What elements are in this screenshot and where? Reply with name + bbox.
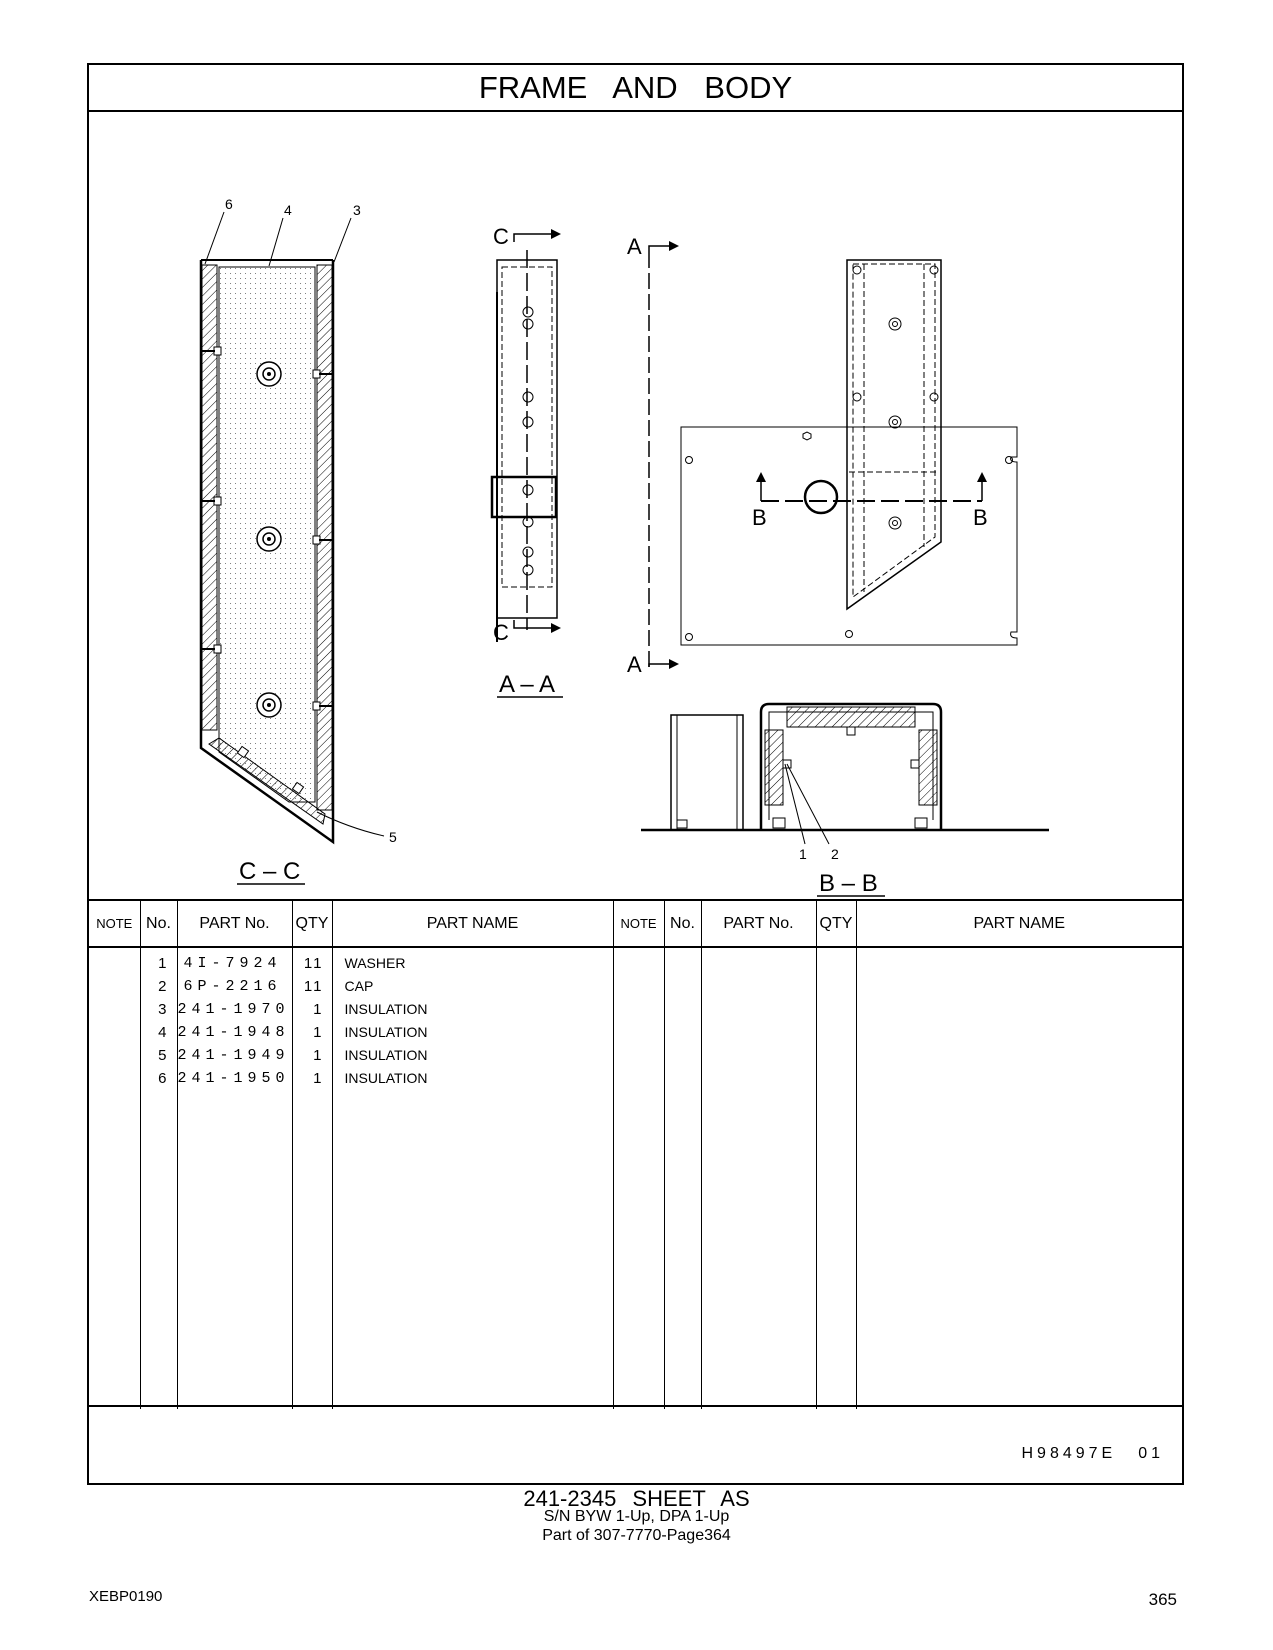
table-cell-part-name: INSULATION xyxy=(344,1047,428,1063)
table-cell-part-no: 241-1950 xyxy=(177,1070,290,1087)
note-column xyxy=(613,947,664,1409)
column-header: PART No. xyxy=(701,900,816,947)
cut-label-b: B xyxy=(752,505,767,530)
serial-range: S/N BYW 1-Up, DPA 1-Up xyxy=(543,1508,730,1525)
table-cell-part-no: 241-1970 xyxy=(177,1001,290,1018)
parent-reference: Part of 307-7770-Page364 xyxy=(542,1527,731,1544)
column-header: QTY xyxy=(292,900,332,947)
technical-drawing xyxy=(89,112,1182,899)
parts-table xyxy=(89,899,1182,1409)
quantity-column xyxy=(292,947,332,1409)
view-label-bb: B – B xyxy=(819,870,878,897)
table-cell-no: 4 xyxy=(158,1024,167,1041)
cut-label-a: A xyxy=(627,652,642,677)
column-header: PART NAME xyxy=(332,900,613,947)
view-label-aa: A – A xyxy=(499,671,556,698)
bolt-icon xyxy=(257,693,281,717)
drawing-code xyxy=(1021,1445,1164,1463)
column-header: No. xyxy=(140,900,177,947)
table-cell-part-name: INSULATION xyxy=(344,1001,428,1017)
sheet-title: 241-2345 SHEET AS xyxy=(523,1486,750,1511)
column-header: PART No. xyxy=(177,900,292,947)
table-cell-part-name: WASHER xyxy=(344,955,406,971)
column-header: QTY xyxy=(816,900,856,947)
bolt-icon xyxy=(257,362,281,386)
callout-label: 5 xyxy=(389,829,397,845)
table-cell-no: 2 xyxy=(158,978,167,995)
callout-label: 1 xyxy=(799,846,807,862)
plan-view xyxy=(627,234,1017,677)
section-aa-view xyxy=(492,224,563,698)
table-cell-part-no: 241-1949 xyxy=(177,1047,290,1064)
bolt-icon xyxy=(257,527,281,551)
callout-label: 3 xyxy=(353,202,361,218)
table-cell-qty: 1 xyxy=(313,1047,324,1064)
table-cell-no: 5 xyxy=(158,1047,167,1064)
item-number-column xyxy=(140,947,177,1409)
drawing-number: H98497E xyxy=(1021,1445,1117,1462)
callout-label: 6 xyxy=(225,196,233,212)
view-label-cc: C – C xyxy=(239,858,301,885)
page-title: FRAME AND BODY xyxy=(89,65,1182,112)
part-name-column xyxy=(856,947,1182,1409)
page-number: 365 xyxy=(1148,1590,1177,1609)
cut-label-c: C xyxy=(493,620,509,645)
table-cell-part-name: CAP xyxy=(344,978,374,994)
table-cell-part-name: INSULATION xyxy=(344,1070,428,1086)
note-column xyxy=(89,947,140,1409)
drawing-revision: 01 xyxy=(1138,1445,1164,1462)
item-number-column xyxy=(664,947,701,1409)
table-cell-part-name: INSULATION xyxy=(344,1024,428,1040)
table-cell-no: 3 xyxy=(158,1001,167,1018)
cut-label-b: B xyxy=(973,505,988,530)
section-bb-view xyxy=(641,704,1049,897)
cut-label-a: A xyxy=(627,234,642,259)
table-cell-no: 1 xyxy=(158,955,167,972)
table-cell-part-no: 6P-2216 xyxy=(183,978,282,995)
callout-label: 2 xyxy=(831,846,839,862)
table-cell-qty: 1 xyxy=(313,1070,324,1087)
table-cell-qty: 1 xyxy=(313,1001,324,1018)
section-cc-view xyxy=(201,196,397,885)
column-header: NOTE xyxy=(613,900,664,947)
table-cell-qty: 1 xyxy=(313,1024,324,1041)
column-header: No. xyxy=(664,900,701,947)
table-cell-qty: 11 xyxy=(303,978,324,995)
part-name-column xyxy=(332,947,613,1409)
cut-label-c: C xyxy=(493,224,509,249)
part-number-column xyxy=(701,947,816,1409)
document-id: XEBP0190 xyxy=(89,1588,163,1605)
quantity-column xyxy=(816,947,856,1409)
part-number-column xyxy=(177,947,292,1409)
divider xyxy=(89,1405,1182,1407)
table-cell-part-no: 4I-7924 xyxy=(183,955,282,972)
table-cell-no: 6 xyxy=(158,1070,167,1087)
table-cell-qty: 11 xyxy=(303,955,324,972)
column-header: PART NAME xyxy=(856,900,1182,947)
callout-label: 4 xyxy=(284,202,292,218)
column-header: NOTE xyxy=(89,900,140,947)
parts-page-frame xyxy=(87,63,1184,1485)
table-header-row xyxy=(89,900,1182,947)
table-cell-part-no: 241-1948 xyxy=(177,1024,290,1041)
